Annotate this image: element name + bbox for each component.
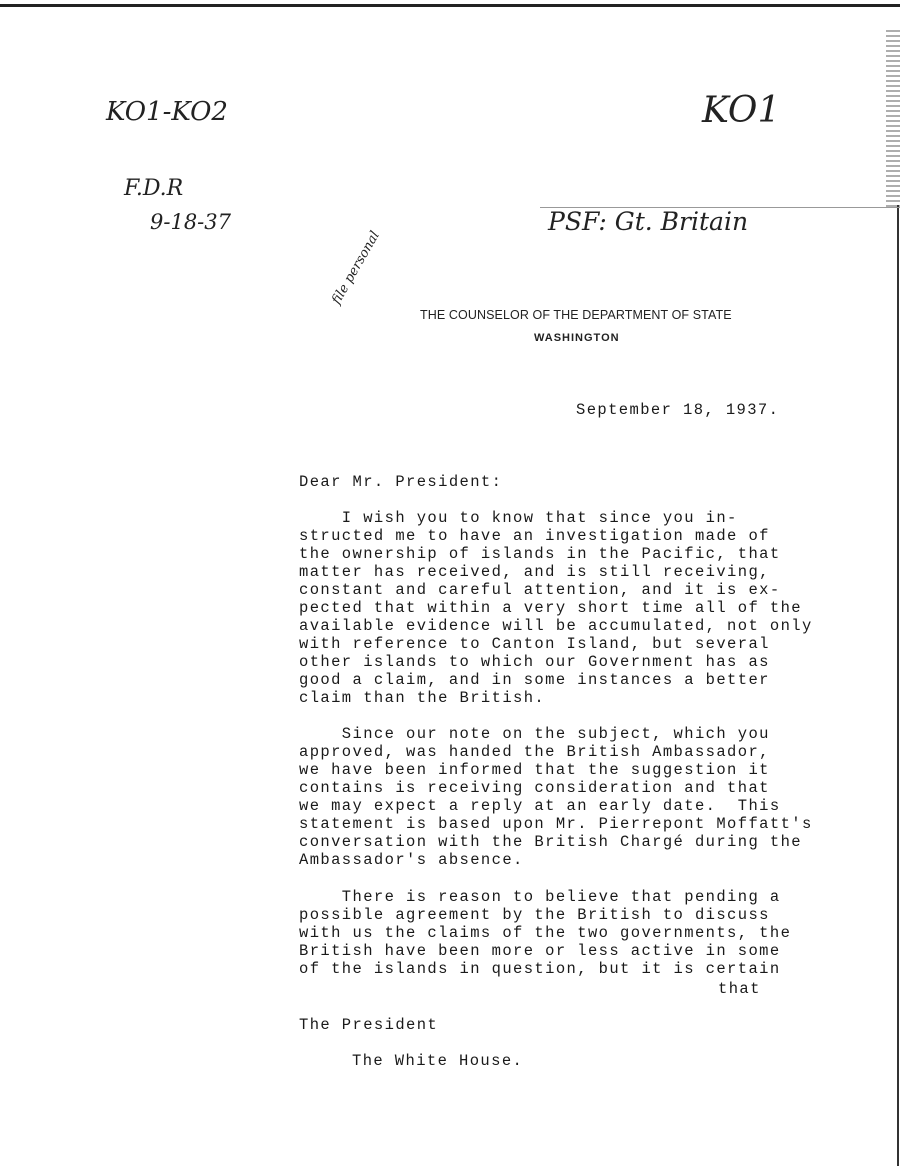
paragraph-1 [299, 509, 813, 707]
text-line: with us the claims of the two governments, the [299, 924, 792, 942]
letterhead-city: WASHINGTON [534, 332, 620, 344]
scan-border-top [0, 4, 900, 7]
text-line: the ownership of islands in the Pacific, that [299, 545, 781, 563]
scan-border-right [897, 205, 899, 1166]
text-line: constant and careful attention, and it is ex- [299, 581, 781, 599]
handwritten-date: 9-18-37 [150, 210, 231, 234]
address: The White House. [352, 1052, 524, 1070]
text-line: structed me to have an investigation made of [299, 527, 770, 545]
text-line: pected that within a very short time all of the [299, 599, 802, 617]
handwritten-file-note: file personal [329, 228, 383, 307]
text-line: possible agreement by the British to discuss [299, 906, 770, 924]
text-line: matter has received, and is still receiving, [299, 563, 770, 581]
text-line: we have been informed that the suggestion it [299, 761, 770, 779]
text-line: approved, was handed the British Ambassador, [299, 743, 770, 761]
text-line: statement is based upon Mr. Pierrepont Moffatt's [299, 815, 813, 833]
paragraph-2 [299, 725, 813, 869]
text-line: I wish you to know that since you in- [299, 509, 738, 527]
text-line: British have been more or less active in some [299, 942, 781, 960]
handwritten-psf-label: PSF: Gt. Britain [548, 207, 749, 236]
text-line: with reference to Canton Island, but several [299, 635, 770, 653]
text-line: contains is receiving consideration and that [299, 779, 770, 797]
addressee: The President [299, 1016, 439, 1034]
handwritten-file-codes: KO1-KO2 [106, 97, 228, 127]
text-line: Ambassador's absence. [299, 851, 524, 869]
text-line: Since our note on the subject, which you [299, 725, 770, 743]
letterhead-office: THE COUNSELOR OF THE DEPARTMENT OF STATE [420, 308, 732, 322]
text-line: other islands to which our Government has as [299, 653, 770, 671]
catchword: that [718, 980, 761, 998]
text-line: There is reason to believe that pending a [299, 888, 781, 906]
text-line: available evidence will be accumulated, not only [299, 617, 813, 635]
salutation: Dear Mr. President: [299, 473, 503, 491]
paragraph-3 [299, 888, 791, 978]
handwritten-code: KO1 [702, 90, 781, 131]
text-line: conversation with the British Chargé during the [299, 833, 802, 851]
text-line: of the islands in question, but it is certain [299, 960, 781, 978]
text-line: we may expect a reply at an early date. This [299, 797, 781, 815]
text-line: claim than the British. [299, 689, 546, 707]
handwritten-initials: F.D.R [124, 176, 184, 201]
letter-date: September 18, 1937. [576, 401, 780, 419]
scan-edge-artifact [886, 30, 900, 210]
text-line: good a claim, and in some instances a better [299, 671, 770, 689]
